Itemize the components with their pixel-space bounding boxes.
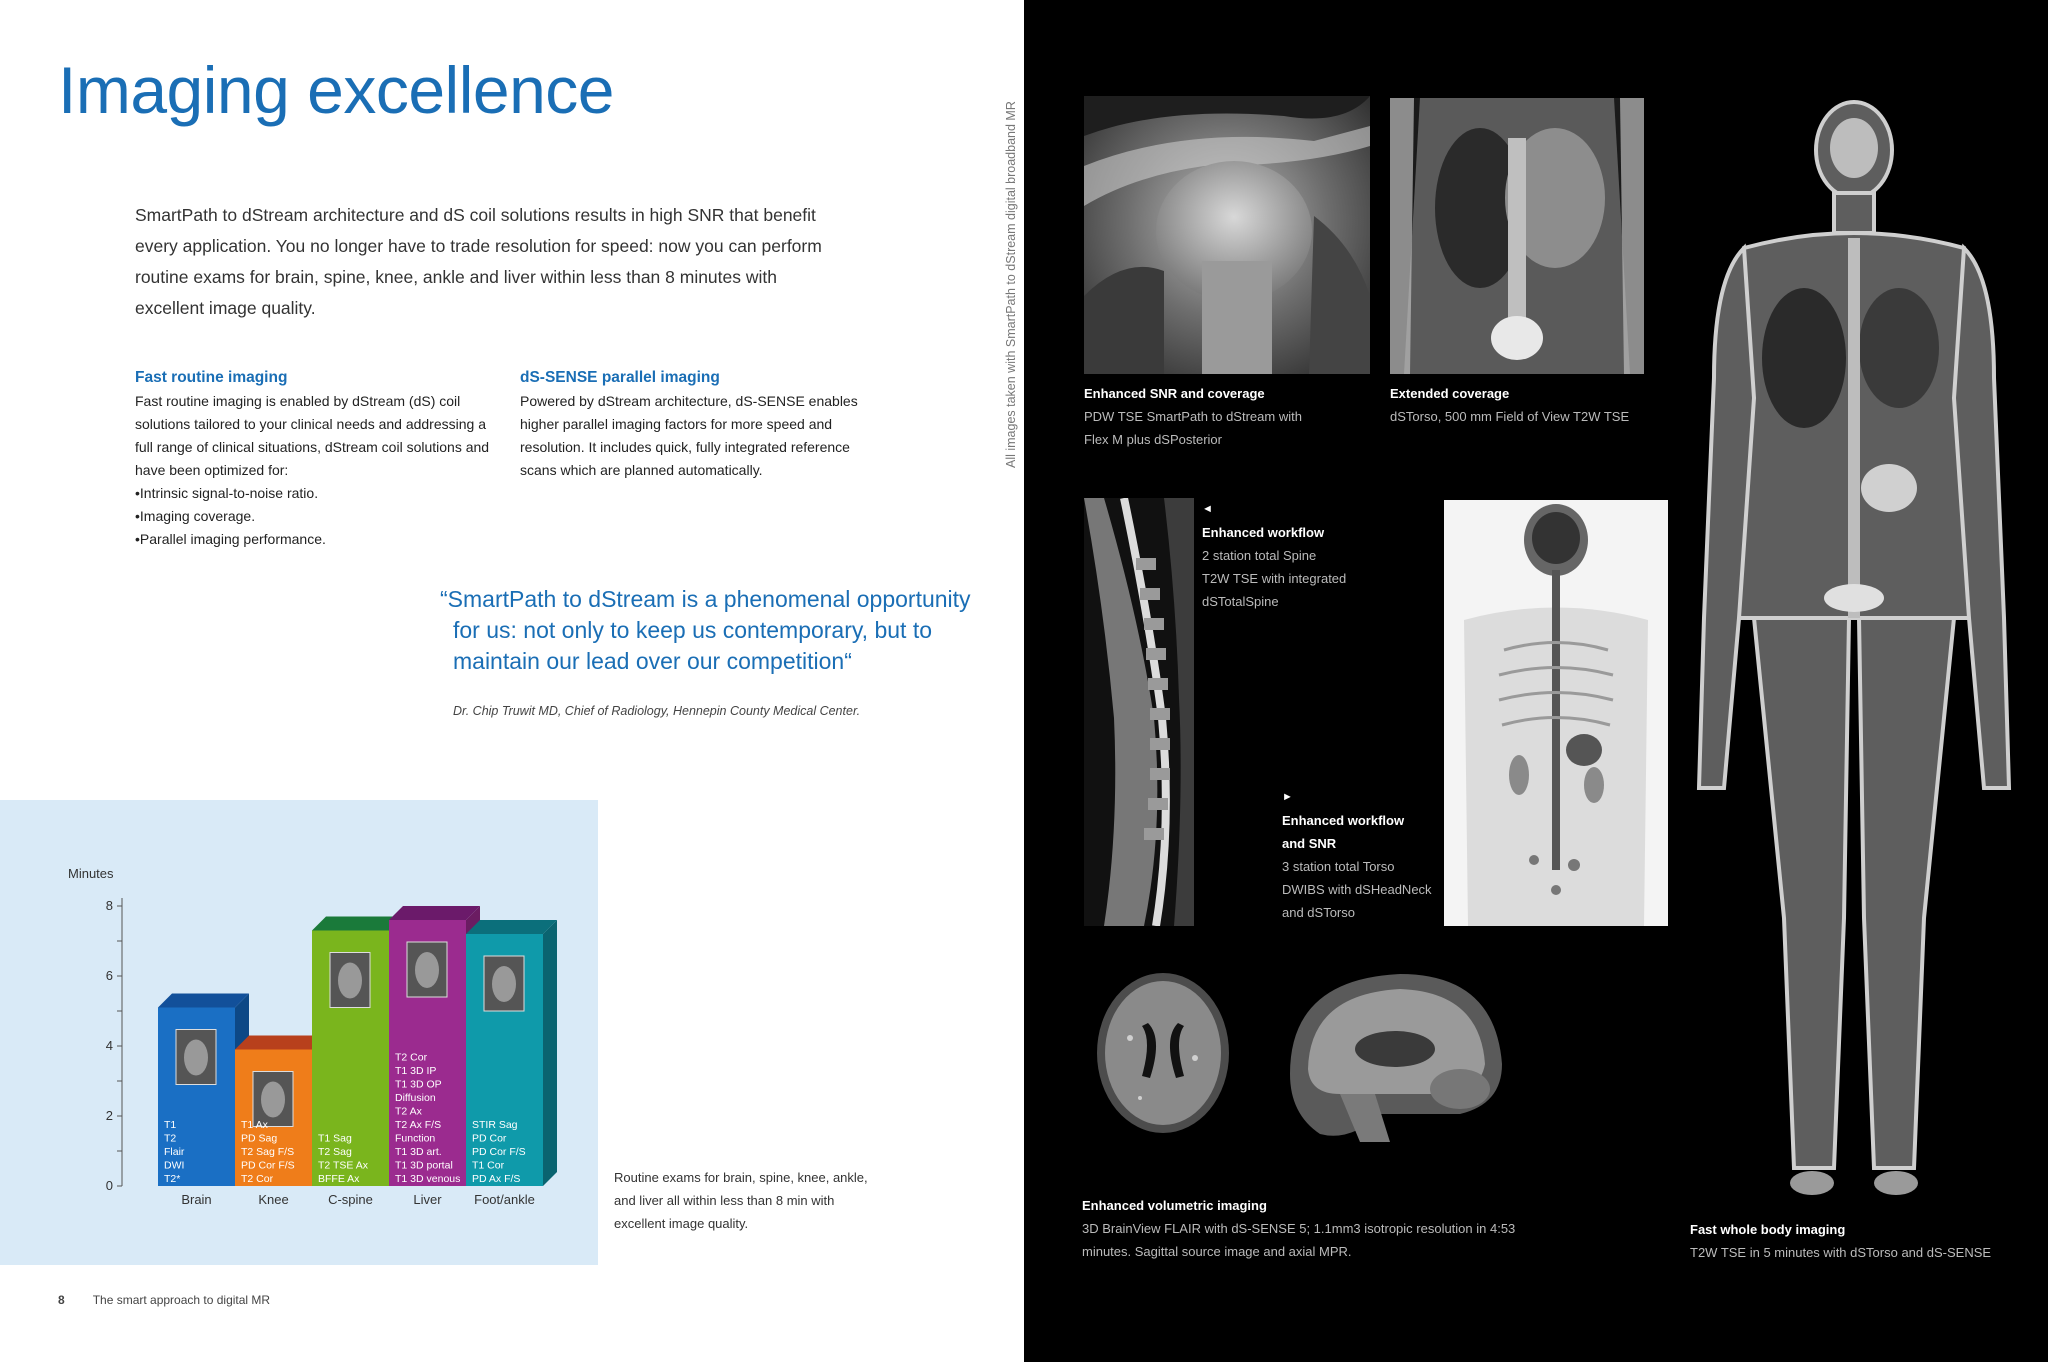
caption-line: and dSTorso — [1282, 905, 1355, 920]
y-tick-label: 0 — [105, 1178, 113, 1193]
bar-sequence-label: PD Cor F/S — [472, 1146, 526, 1158]
shoulder-caption — [1084, 382, 1364, 451]
left-arrow-icon: ◄ — [1202, 503, 1213, 515]
bar-sequence-label: T1 — [164, 1119, 177, 1131]
caption-heading: Enhanced SNR and coverage — [1084, 386, 1265, 401]
caption-line: PDW TSE SmartPath to dStream with — [1084, 409, 1302, 424]
bar-sequence-label: DWI — [164, 1159, 185, 1172]
bar-thumbnail-detail — [338, 963, 362, 999]
bar-top — [389, 906, 480, 920]
torso-mri-image — [1390, 98, 1644, 374]
caption-line: T2W TSE with integrated — [1202, 571, 1347, 586]
bar-thumbnail-detail — [415, 952, 439, 988]
bar-sequence-label: PD Cor — [472, 1132, 507, 1145]
bar-sequence-label: T2 TSE Ax — [318, 1159, 368, 1172]
caption-line: T2W TSE in 5 minutes with dSTorso and dS-SENSE — [1690, 1245, 1992, 1260]
caption-line: dSTotalSpine — [1202, 594, 1279, 609]
fast-routine-body: Fast routine imaging is enabled by dStream (dS) coil solutions tailored to your clinical needs and addressing a full range of clinical situations, dStream coil solutions and have been optimized for: — [135, 393, 490, 478]
ds-sense-section — [520, 366, 875, 482]
bar-sequence-label: PD Ax F/S — [472, 1173, 521, 1185]
bar-sequence-label: STIR Sag — [472, 1119, 518, 1131]
bar-sequence-label: T1 Cor — [472, 1159, 505, 1172]
caption-line: Flex M plus dSPosterior — [1084, 432, 1222, 447]
pull-quote: “SmartPath to dStream is a phenomenal opportunity for us: not only to keep us contemporary, but to maintain our lead over our competition“ — [440, 586, 971, 674]
chart-caption: Routine exams for brain, spine, knee, ankle, and liver all within less than 8 min with excellent image quality. — [614, 1170, 868, 1231]
bar-sequence-label: T1 3D venous — [395, 1173, 461, 1185]
bar-sequence-label: T2 — [164, 1132, 177, 1145]
exam-time-chart — [0, 800, 598, 1265]
caption-heading: Enhanced workflow — [1202, 525, 1325, 540]
bar-sequence-label: T1 Sag — [318, 1132, 352, 1145]
bar-sequence-label: Function — [395, 1132, 436, 1145]
brain-axial-image — [1090, 968, 1236, 1138]
bar-sequence-label: PD Cor F/S — [241, 1159, 295, 1172]
x-category-label: Brain — [181, 1192, 212, 1207]
caption-heading: Enhanced workflow — [1282, 813, 1405, 828]
bar-sequence-label: PD Sag — [241, 1132, 278, 1145]
intro-paragraph: SmartPath to dStream architecture and dS coil solutions results in high SNR that benefit every application. You no longer have to trade resolution for speed: now you can perform routine exams for brain, spine, knee, ankle and liver within less than 8 minutes with excellent image quality. — [135, 205, 822, 318]
bar-sequence-label: Diffusion — [395, 1092, 436, 1104]
torso-caption — [1390, 382, 1650, 428]
x-category-label: Knee — [258, 1192, 289, 1207]
bar-sequence-label: T1 3D portal — [395, 1159, 453, 1172]
bar-side — [543, 920, 557, 1186]
ds-sense-body: Powered by dStream architecture, dS-SENSE enables higher parallel imaging factors for more speed and resolution. It includes quick, fully integrated reference scans which are planned automatically. — [520, 393, 858, 478]
footer-text: The smart approach to digital MR — [92, 1293, 271, 1307]
caption-line: 3D BrainView FLAIR with dS-SENSE 5; 1.1mm3 isotropic resolution in 4:53 — [1082, 1221, 1516, 1236]
fast-routine-bullets — [135, 482, 495, 551]
quote-citation: Dr. Chip Truwit MD, Chief of Radiology, Hennepin County Medical Center. — [453, 704, 861, 718]
caption-line: dSTorso, 500 mm Field of View T2W TSE — [1390, 409, 1630, 424]
bar-sequence-label: T2 Ax F/S — [395, 1119, 442, 1131]
y-tick-label: 2 — [105, 1108, 113, 1123]
bar-sequence-label: Flair — [164, 1146, 185, 1158]
right-arrow-icon: ► — [1282, 791, 1293, 803]
bar-sequence-label: T1 3D IP — [395, 1065, 437, 1077]
bar-thumbnail-detail — [492, 966, 516, 1002]
caption-heading: Fast whole body imaging — [1690, 1222, 1846, 1237]
bullet-item: • Imaging coverage. — [135, 505, 495, 528]
dwibs-caption — [1282, 786, 1442, 924]
caption-heading: Extended coverage — [1390, 386, 1510, 401]
x-category-label: Liver — [413, 1192, 442, 1207]
bar-sequence-label: T1 3D OP — [395, 1078, 442, 1091]
bar-top — [466, 920, 557, 934]
bar-sequence-label: T2 Sag F/S — [241, 1146, 295, 1158]
bar-thumbnail-detail — [184, 1040, 208, 1076]
spine-mri-image — [1084, 498, 1194, 926]
bullet-item: • Intrinsic signal-to-noise ratio. — [135, 482, 495, 505]
shoulder-mri-image — [1084, 96, 1370, 374]
y-tick-label: 8 — [105, 898, 113, 913]
x-category-label: Foot/ankle — [474, 1192, 535, 1207]
right-page — [1024, 0, 2048, 1362]
caption-line: 3 station total Torso — [1282, 859, 1395, 874]
y-tick-label: 6 — [105, 968, 113, 983]
bar-thumbnail-detail — [261, 1082, 285, 1118]
page-footer — [58, 1293, 270, 1307]
bar-sequence-label: T2 Cor — [241, 1173, 274, 1185]
bar-sequence-label: T1 Ax — [241, 1119, 268, 1131]
whole-body-caption — [1690, 1218, 2030, 1264]
page-number: 8 — [58, 1293, 65, 1307]
bar-sequence-label: T1 3D art. — [395, 1146, 442, 1158]
chart-panel — [0, 800, 598, 1265]
y-axis-label: Minutes — [68, 866, 114, 881]
bar-sequence-label: T2 Ax — [395, 1105, 422, 1118]
brain-sagittal-image — [1280, 964, 1510, 1142]
page-title: Imaging excellence — [58, 53, 614, 127]
caption-heading: Enhanced volumetric imaging — [1082, 1198, 1267, 1213]
bar-sequence-label: T2 Cor — [395, 1051, 428, 1064]
dwibs-mri-image — [1444, 500, 1668, 926]
whole-body-mri-image — [1684, 98, 2024, 1208]
bar-sequence-label: T2* — [164, 1173, 181, 1185]
fast-routine-section — [135, 366, 495, 551]
brain-caption — [1082, 1194, 1542, 1263]
y-tick-label: 4 — [105, 1038, 113, 1053]
caption-line: DWIBS with dSHeadNeck — [1282, 882, 1432, 897]
vertical-note: All images taken with SmartPath to dStream digital broadband MR — [1004, 101, 1018, 468]
fast-routine-heading: Fast routine imaging — [135, 369, 288, 386]
bar-sequence-label: BFFE Ax — [318, 1173, 360, 1185]
bar-sequence-label: T2 Sag — [318, 1146, 352, 1158]
caption-heading-2: and SNR — [1282, 836, 1337, 851]
x-category-label: C-spine — [328, 1192, 373, 1207]
spine-caption — [1202, 498, 1402, 613]
caption-line: minutes. Sagittal source image and axial MPR. — [1082, 1244, 1352, 1259]
ds-sense-heading: dS-SENSE parallel imaging — [520, 369, 720, 386]
bar-top — [158, 994, 249, 1008]
caption-line: 2 station total Spine — [1202, 548, 1317, 563]
bullet-item: • Parallel imaging performance. — [135, 528, 495, 551]
